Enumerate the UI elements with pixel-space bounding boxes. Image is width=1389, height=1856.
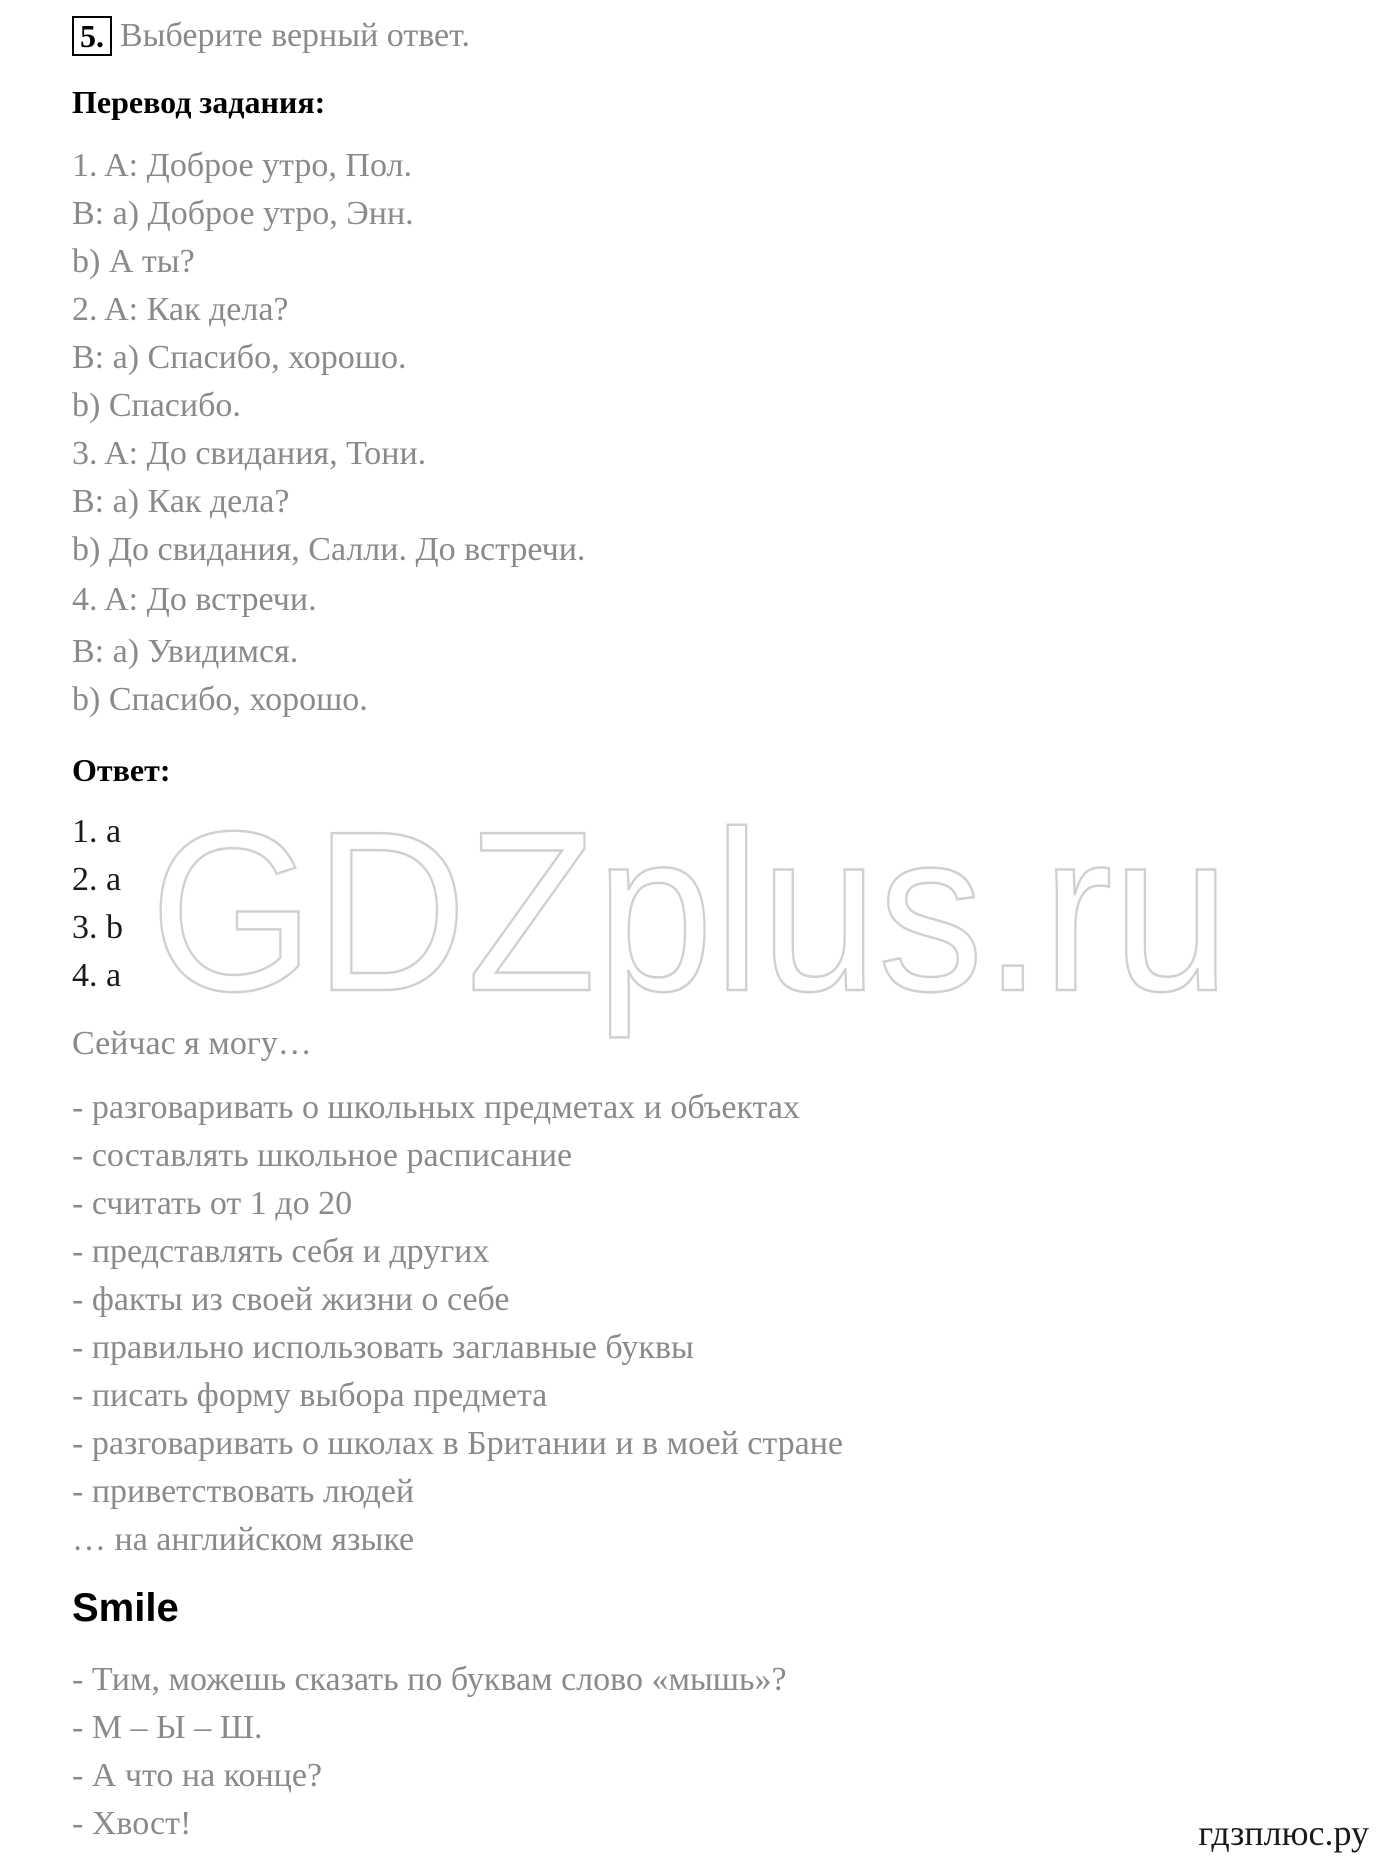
translation-line: b) Спасибо, хорошо. (72, 681, 368, 718)
smile-line: - А что на конце? (72, 1757, 323, 1794)
can-do-item: - приветствовать людей (72, 1473, 415, 1510)
can-do-item: … на английском языке (72, 1521, 415, 1558)
translation-line: b) Спасибо. (72, 387, 241, 424)
can-do-item: - считать от 1 до 20 (72, 1185, 353, 1222)
translation-line: 1. A: Доброе утро, Пол. (72, 147, 412, 184)
smile-line: - М – Ы – Ш. (72, 1709, 263, 1746)
translation-line: B: a) Спасибо, хорошо. (72, 339, 407, 376)
footer-site-label: гдзплюс.ру (1198, 1813, 1369, 1853)
answer-line: 1. a (72, 813, 122, 850)
can-do-item: - писать форму выбора предмета (72, 1377, 548, 1414)
answer-heading: Ответ: (72, 752, 171, 788)
translation-line: B: a) Доброе утро, Энн. (72, 195, 414, 232)
smile-line: - Хвост! (72, 1805, 192, 1842)
can-do-item: - представлять себя и других (72, 1233, 490, 1270)
task-title: Выберите верный ответ. (120, 17, 470, 54)
translation-line: B: a) Как дела? (72, 483, 290, 520)
can-do-intro: Сейчас я могу… (72, 1025, 312, 1062)
translation-line: b) А ты? (72, 243, 195, 280)
translation-heading: Перевод задания: (72, 84, 326, 120)
translation-line: B: a) Увидимся. (72, 633, 299, 670)
can-do-item: - составлять школьное расписание (72, 1137, 573, 1174)
translation-line: 3. A: До свидания, Тони. (72, 435, 427, 472)
can-do-item: - факты из своей жизни о себе (72, 1281, 510, 1318)
smile-line: - Тим, можешь сказать по буквам слово «мышь»? (72, 1661, 787, 1698)
translation-line: b) До свидания, Салли. До встречи. (72, 531, 586, 568)
translation-line: 2. A: Как дела? (72, 291, 289, 328)
task-header (72, 16, 470, 58)
can-do-item: - правильно использовать заглавные буквы (72, 1329, 694, 1366)
watermark (150, 810, 1230, 1040)
translation-line: 4. A: До встречи. (72, 581, 317, 618)
can-do-item: - разговаривать о школьных предметах и объектах (72, 1089, 800, 1126)
answer-line: 4. a (72, 957, 122, 994)
task-number: 5. (72, 16, 112, 56)
answer-line: 3. b (72, 909, 123, 946)
watermark-text: GDZplus.ru (150, 810, 1230, 1039)
answer-line: 2. a (72, 861, 122, 898)
smile-title: Smile (72, 1586, 179, 1630)
can-do-item: - разговаривать о школах в Британии и в моей стране (72, 1425, 844, 1462)
